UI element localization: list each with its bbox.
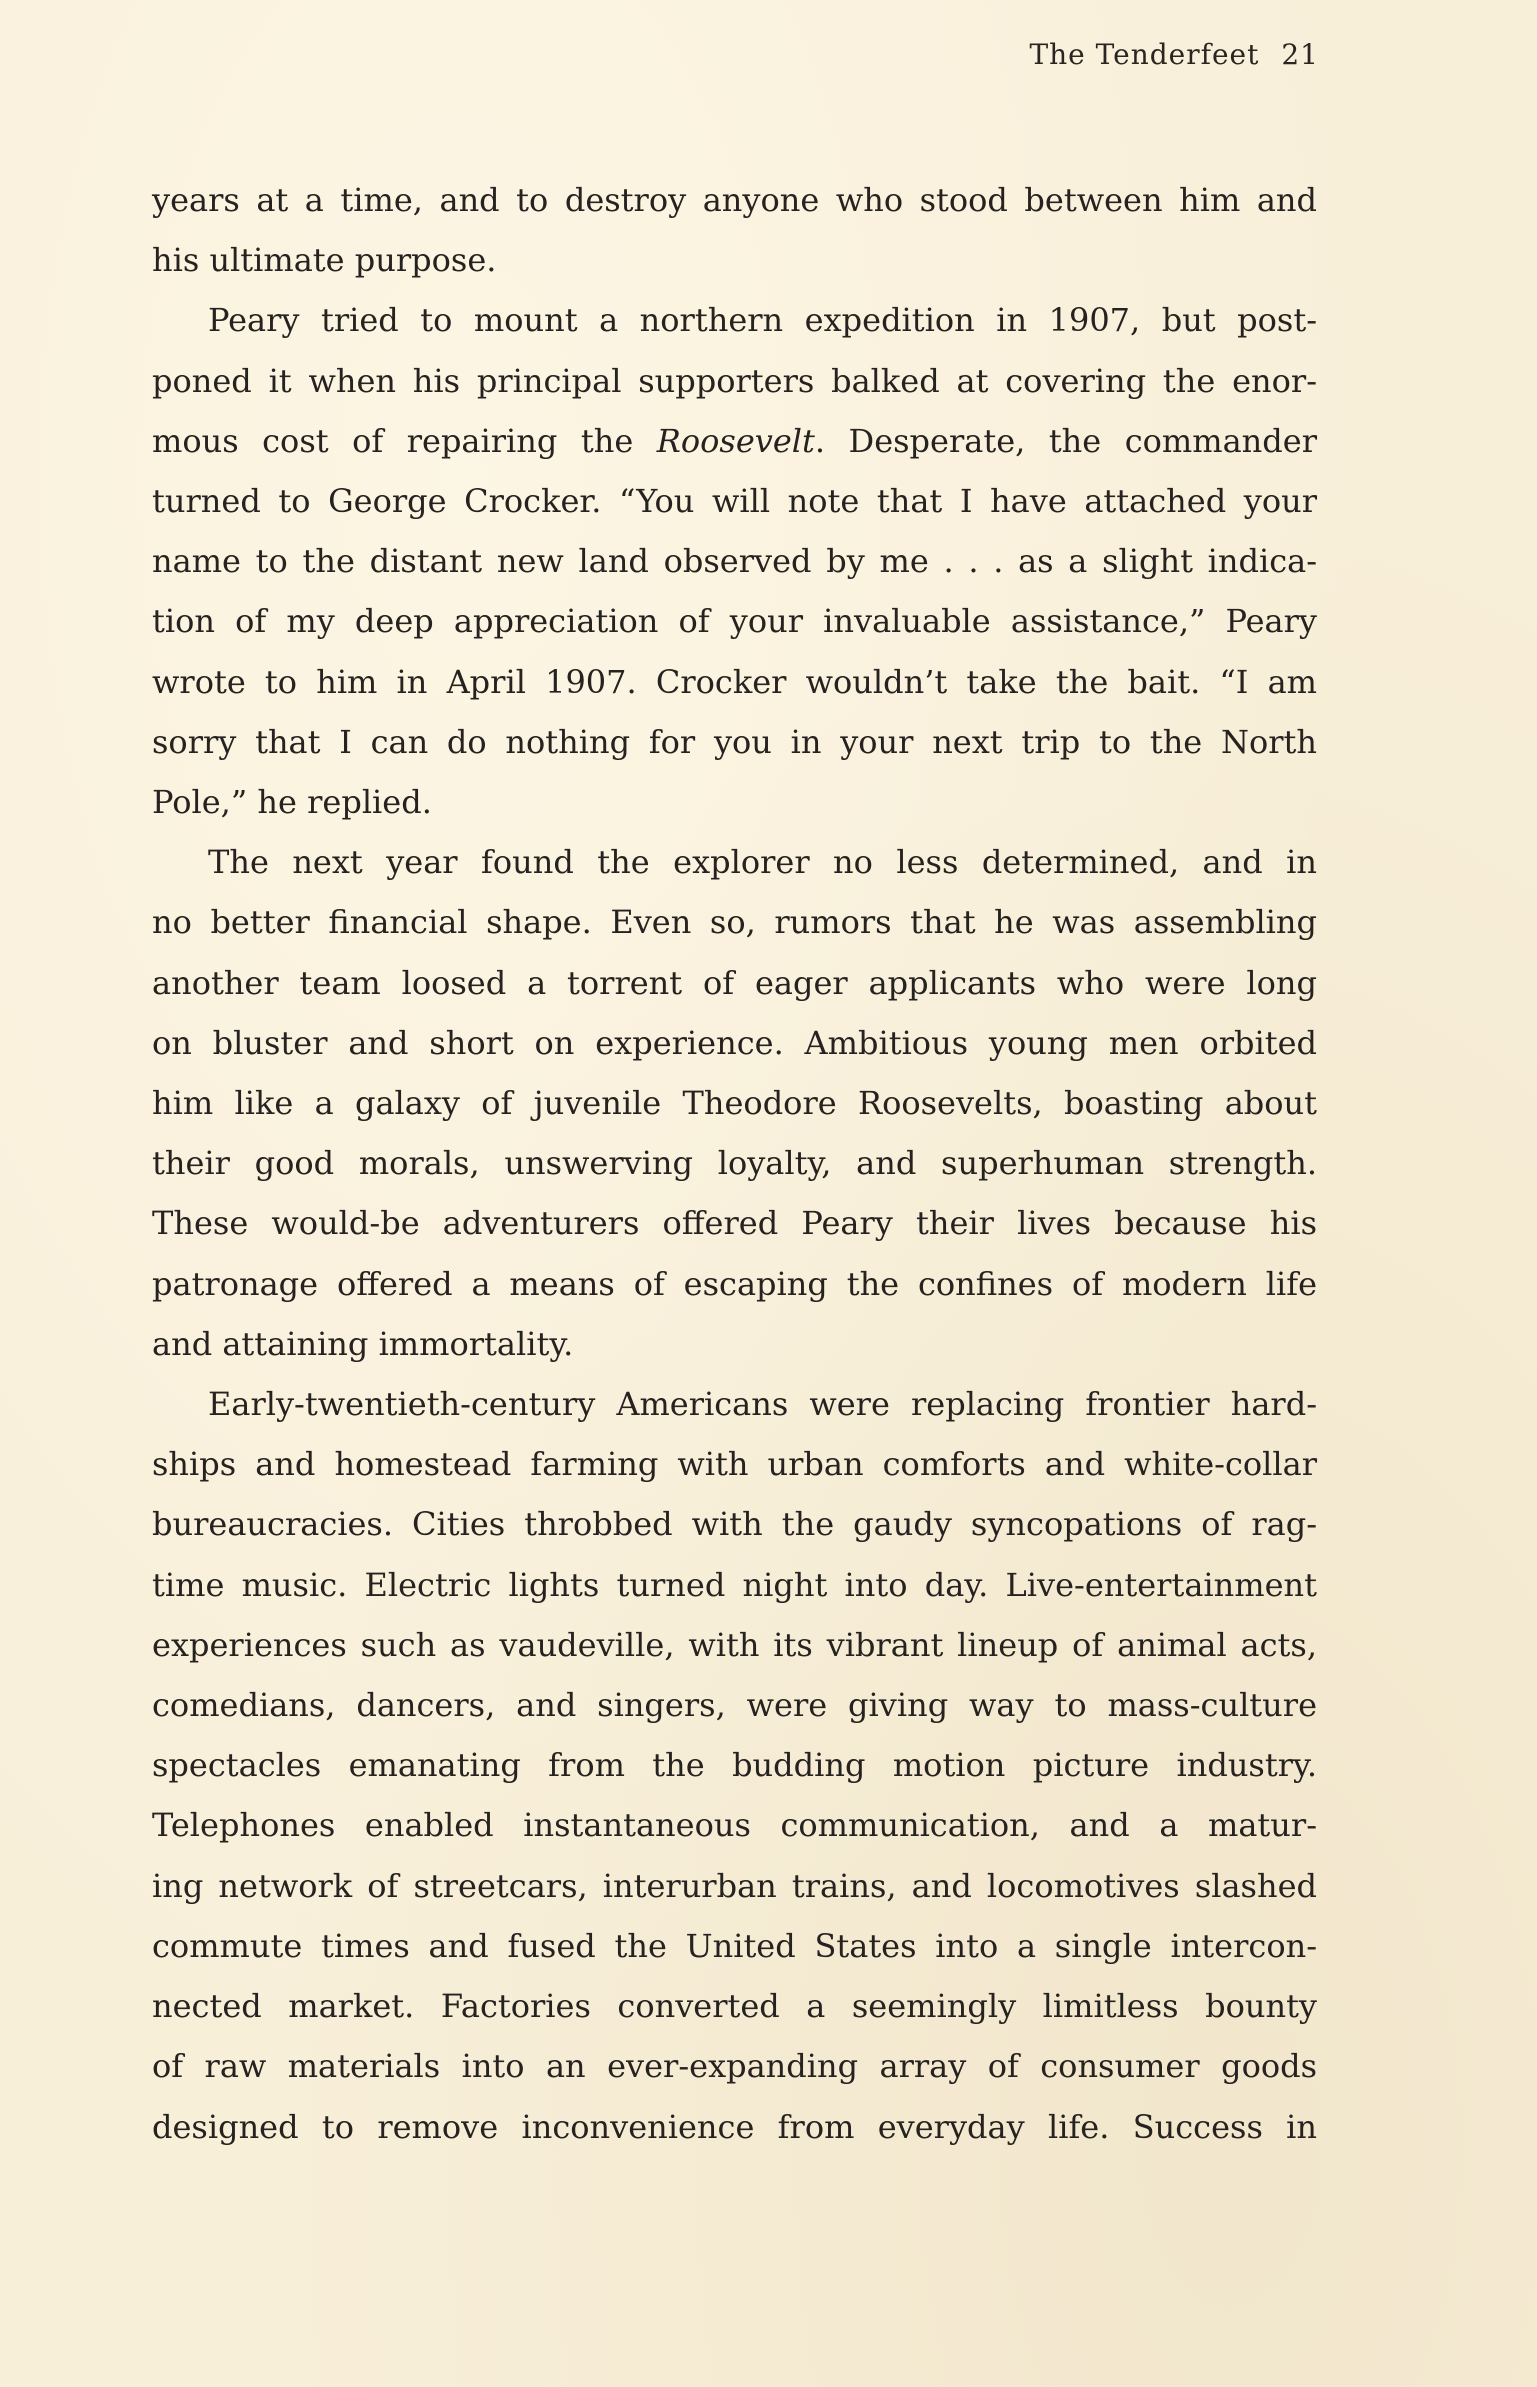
text-line: on bluster and short on experience. Ambitious young men orbited xyxy=(152,1023,1317,1062)
text-line: turned to George Crocker. “You will note that I have attached your xyxy=(152,482,1317,521)
text-line: no better financial shape. Even so, rumors that he was assembling xyxy=(152,903,1317,942)
text-line: experiences such as vaudeville, with its vibrant lineup of animal acts, xyxy=(152,1625,1317,1664)
chapter-title: The Tenderfeet xyxy=(1029,38,1260,71)
text-line: patronage offered a means of escaping the confines of modern life xyxy=(152,1264,1317,1303)
text-line: years at a time, and to destroy anyone who stood between him and xyxy=(152,181,1317,219)
text-line: and attaining immortality. xyxy=(152,1324,574,1363)
text-line: name to the distant new land observed by me . . . as a slight indica- xyxy=(152,542,1317,581)
paragraph-3 xyxy=(152,832,1317,1374)
ship-name: Roosevelt xyxy=(656,421,815,460)
text-line: commute times and fused the United States into a single intercon- xyxy=(152,1926,1317,1965)
text-line: comedians, dancers, and singers, were giving way to mass-culture xyxy=(152,1686,1317,1725)
body-text xyxy=(152,170,1317,2157)
text-line: another team loosed a torrent of eager applicants who were long xyxy=(152,963,1317,1002)
text-line: Pole,” he replied. xyxy=(152,783,432,822)
text-line: Early-twentieth-century Americans were replacing frontier hard- xyxy=(208,1385,1317,1424)
paragraph-1 xyxy=(152,170,1317,290)
text-line: The next year found the explorer no less determined, and in xyxy=(208,843,1317,882)
text-line: Telephones enabled instantaneous communication, and a matur- xyxy=(152,1806,1317,1845)
text-line: poned it when his principal supporters balked at covering the enor- xyxy=(152,361,1317,400)
running-head xyxy=(1029,38,1319,71)
text-line-with-italic: mous cost of repairing the Roosevelt. Desperate, the commander xyxy=(152,421,1318,460)
text-line: wrote to him in April 1907. Crocker wouldn’t take the bait. “I am xyxy=(152,662,1317,701)
text-line: bureaucracies. Cities throbbed with the gaudy syncopations of rag- xyxy=(152,1505,1317,1544)
text-line: his ultimate purpose. xyxy=(152,241,497,280)
text-line: ships and homestead farming with urban comforts and white-collar xyxy=(152,1445,1317,1484)
page-number: 21 xyxy=(1281,38,1319,71)
text-line: These would-be adventurers offered Peary their lives because his xyxy=(152,1204,1317,1243)
paragraph-4 xyxy=(152,1374,1317,2157)
text-line: designed to remove inconvenience from everyday life. Success in xyxy=(152,2107,1317,2146)
text-line: Peary tried to mount a northern expedition in 1907, but post- xyxy=(208,301,1317,340)
text-line: nected market. Factories converted a seemingly limitless bounty xyxy=(152,1987,1317,2026)
text-line: their good morals, unswerving loyalty, and superhuman strength. xyxy=(152,1144,1317,1183)
text-line: ing network of streetcars, interurban trains, and locomotives slashed xyxy=(152,1866,1317,1905)
text-line: of raw materials into an ever-expanding array of consumer goods xyxy=(152,2047,1317,2086)
text-line: sorry that I can do nothing for you in your next trip to the North xyxy=(152,722,1317,761)
text-line: him like a galaxy of juvenile Theodore Roosevelts, boasting about xyxy=(152,1084,1317,1123)
text-line: time music. Electric lights turned night into day. Live-entertainment xyxy=(152,1565,1317,1604)
paragraph-2 xyxy=(152,290,1317,832)
text-line: tion of my deep appreciation of your invaluable assistance,” Peary xyxy=(152,602,1317,641)
text-line: spectacles emanating from the budding motion picture industry. xyxy=(152,1746,1317,1785)
